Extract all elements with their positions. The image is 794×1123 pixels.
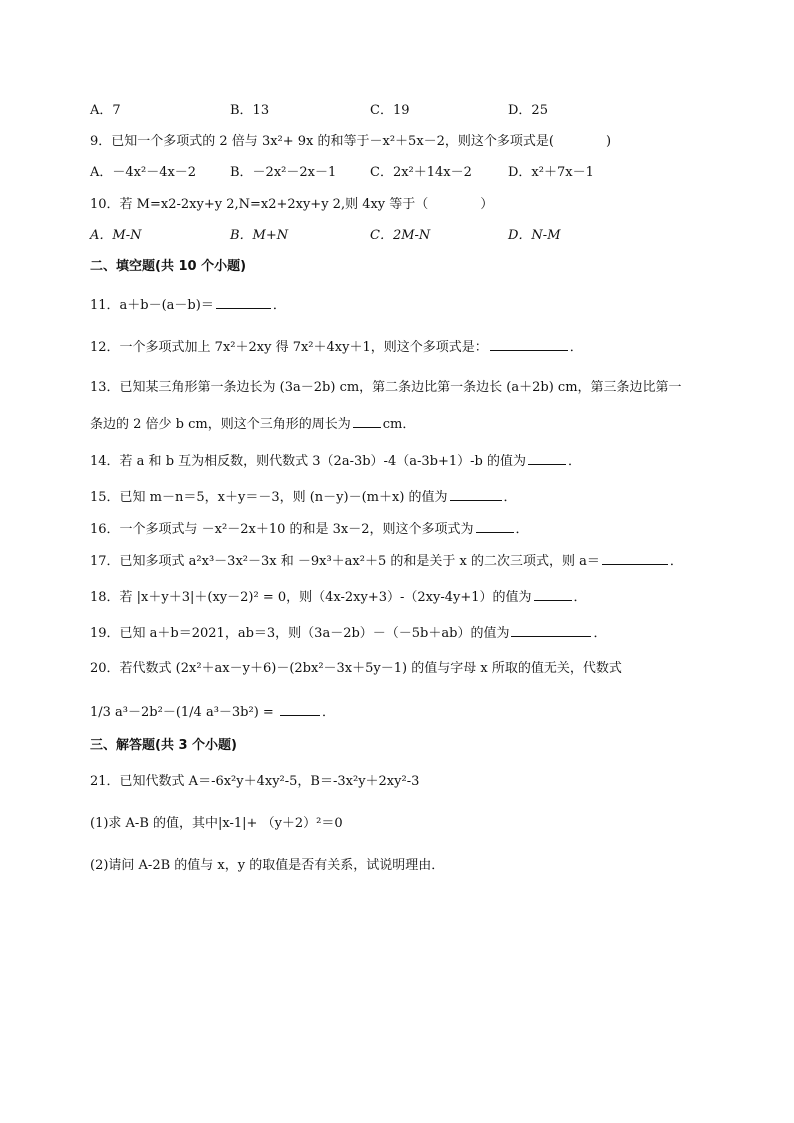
q11 — [90, 295, 286, 315]
q16-answer-blank[interactable] — [476, 519, 514, 533]
q13-line2 — [90, 414, 415, 434]
q10-option-c: C．2M-N — [370, 228, 431, 243]
q16-end: ． — [515, 522, 529, 537]
q8-option-d: D．25 — [508, 103, 548, 118]
q13-answer-blank[interactable] — [353, 414, 381, 428]
q13-end: cm． — [382, 417, 416, 432]
q9-option-b: B．－2x²－2x－1 — [230, 165, 337, 180]
q13-line1: 13．已知某三角形第一条边长为 (3a－2b) cm，第二条边比第一条边长 (a＋2b) cm，第三条边比第一 — [90, 380, 682, 395]
q20-answer-blank[interactable] — [280, 702, 320, 716]
q20-line1: 20．若代数式 (2x²＋ax－y＋6)－(2bx²－3x＋5y－1) 的值与字母 x 所取的值无关，代数式 — [90, 661, 622, 676]
q15-answer-blank[interactable] — [450, 487, 502, 501]
q19-answer-blank[interactable] — [511, 623, 591, 637]
q8-option-a: A．7 — [90, 103, 121, 118]
q20-line2 — [90, 702, 335, 722]
q11-text: 11．a＋b－(a－b)＝ — [90, 298, 214, 313]
q10-option-a: A．M-N — [90, 228, 142, 243]
q11-answer-blank[interactable] — [216, 295, 271, 309]
q9-stem: 9．已知一个多项式的 2 倍与 3x²+ 9x 的和等于－x²＋5x－2，则这个多项式是( ) — [90, 134, 612, 149]
q21-stem: 21．已知代数式 A＝-6x²y＋4xy²-5，B＝-3x²y＋2xy²-3 — [90, 774, 420, 789]
q10-option-b: B．M+N — [230, 228, 289, 243]
q8-option-c: C．19 — [370, 103, 410, 118]
q19-text: 19．已知 a＋b＝2021，ab＝3，则（3a－2b）－（－5b＋ab）的值为 — [90, 626, 510, 641]
q18-end: ． — [573, 590, 587, 605]
section-answer-title: 三、解答题(共 3 个小题) — [90, 738, 237, 753]
q8-option-b: B．13 — [230, 103, 270, 118]
q17 — [90, 551, 683, 571]
q16-text: 16．一个多项式与 －x²－2x＋10 的和是 3x－2，则这个多项式为 — [90, 522, 474, 537]
q12 — [90, 337, 583, 357]
q17-answer-blank[interactable] — [602, 551, 668, 565]
q12-end: ． — [569, 340, 583, 355]
q13-text: 条边的 2 倍少 b cm，则这个三角形的周长为 — [90, 417, 351, 432]
q18-text: 18．若 |x＋y＋3|＋(xy－2)² = 0，则（4x-2xy+3）-（2xy-4y+1）的值为 — [90, 590, 532, 605]
q9-option-d: D．x²＋7x－1 — [508, 165, 594, 180]
q17-end: ． — [669, 554, 683, 569]
q10-option-d: D．N-M — [508, 228, 561, 243]
q15-text: 15．已知 m－n＝5，x＋y＝－3，则 (n－y)－(m＋x) 的值为 — [90, 490, 448, 505]
q15 — [90, 487, 517, 507]
q19-end: ． — [593, 626, 607, 641]
q20-text: 1/3 a³－2b²－(1/4 a³－3b²) = — [90, 705, 278, 720]
q14-end: ． — [567, 454, 581, 469]
q18-answer-blank[interactable] — [534, 587, 572, 601]
q12-answer-blank[interactable] — [490, 337, 568, 351]
q14-text: 14．若 a 和 b 互为相反数，则代数式 3（2a-3b）-4（a-3b+1）-b 的值为 — [90, 454, 526, 469]
q20-end: ． — [321, 705, 335, 720]
q9-option-a: A．－4x²－4x－2 — [90, 165, 197, 180]
q19 — [90, 623, 606, 643]
q12-text: 12．一个多项式加上 7x²＋2xy 得 7x²＋4xy＋1，则这个多项式是： — [90, 340, 488, 355]
q14 — [90, 451, 581, 471]
q10-stem: 10．若 M=x2-2xy+y 2,N=x2+2xy+y 2,则 4xy 等于（ ） — [90, 197, 494, 212]
q18 — [90, 587, 587, 607]
q21-part1: (1)求 A-B 的值，其中|x-1|+ （y＋2）²＝0 — [90, 816, 343, 831]
q9-option-c: C．2x²＋14x－2 — [370, 165, 472, 180]
q17-text: 17．已知多项式 a²x³－3x²－3x 和 －9x³＋ax²＋5 的和是关于 x 的二次三项式，则 a＝ — [90, 554, 600, 569]
q11-end: ． — [272, 298, 286, 313]
q14-answer-blank[interactable] — [528, 451, 566, 465]
q21-part2: (2)请问 A-2B 的值与 x，y 的取值是否有关系，试说明理由． — [90, 858, 445, 873]
q15-end: ． — [503, 490, 517, 505]
q16 — [90, 519, 529, 539]
section-fill-in-title: 二、填空题(共 10 个小题) — [90, 259, 247, 274]
